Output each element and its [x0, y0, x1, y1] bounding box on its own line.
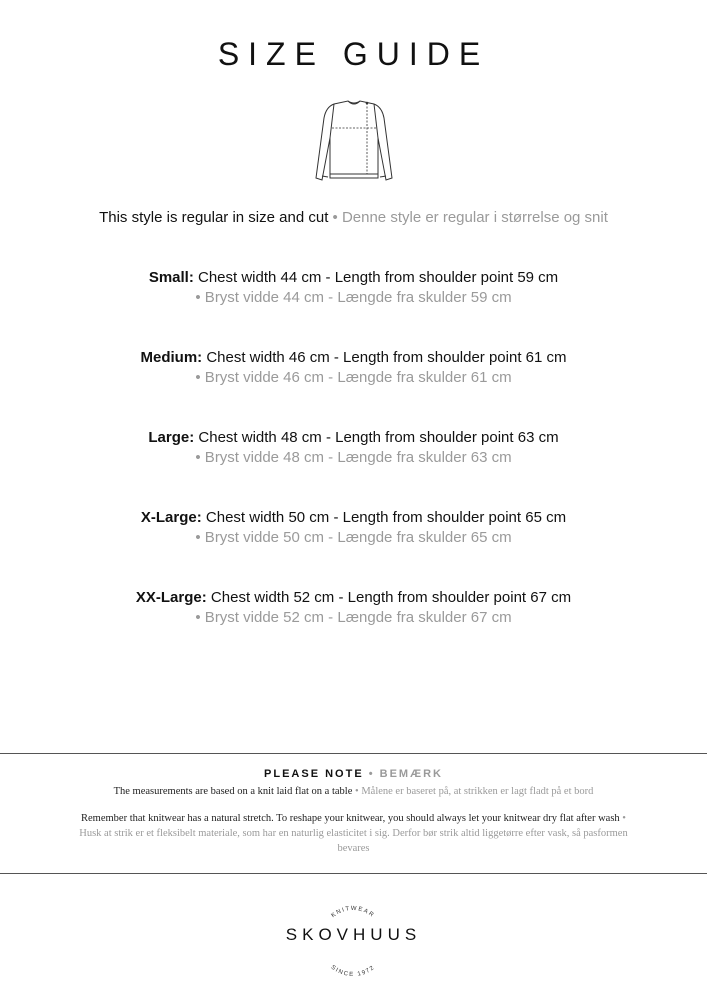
size-measurements-en: Chest width 44 cm - Length from shoulder point 59 cm [198, 269, 559, 286]
brand-name: SKOVHUUS [285, 925, 422, 944]
size-measurements-da: • Bryst vidde 46 cm - Længde fra skulder 61 cm [195, 369, 512, 386]
size-label: Medium: [140, 349, 203, 366]
size-measurements-en: Chest width 48 cm - Length from shoulder point 63 cm [198, 429, 559, 446]
svg-text:SINCE 1972 [330, 965, 377, 976]
divider-bottom [0, 873, 707, 874]
size-measurements-en: Chest width 46 cm - Length from shoulder point 61 cm [206, 349, 567, 366]
size-measurements-da: • Bryst vidde 48 cm - Længde fra skulder 63 cm [195, 449, 512, 466]
size-label: X-Large: [140, 509, 202, 526]
size-label: XX-Large: [135, 589, 207, 606]
size-xx-large [0, 588, 707, 628]
svg-text:KNITWEAR [331, 906, 376, 919]
note-p1-en: The measurements are based on a knit laid flat on a table [113, 786, 353, 797]
divider-top [0, 753, 707, 754]
note-p2-da: • Husk at strik er et fleksibelt materiale, som har en naturlig elasticitet i sig. Derfor bør strik altid liggetørre efter vask, så pasformen bevares [79, 813, 628, 854]
size-label: Large: [148, 429, 195, 446]
size-measurements-da: • Bryst vidde 44 cm - Længde fra skulder 59 cm [195, 289, 512, 306]
size-large [0, 428, 707, 468]
please-note-section [0, 768, 707, 856]
size-measurements-da: • Bryst vidde 50 cm - Længde fra skulder 65 cm [195, 529, 512, 546]
size-small [0, 268, 707, 308]
note-heading-en: PLEASE NOTE [264, 768, 364, 780]
size-measurements-da: • Bryst vidde 52 cm - Længde fra skulder 67 cm [195, 609, 512, 626]
size-measurements-en: Chest width 50 cm - Length from shoulder point 65 cm [205, 509, 567, 526]
size-measurements-en: Chest width 52 cm - Length from shoulder point 67 cm [210, 589, 572, 606]
size-x-large [0, 508, 707, 548]
page-title: SIZE GUIDE [217, 36, 490, 72]
fit-description-da: • Denne style er regular i størrelse og snit [332, 209, 608, 226]
sweater-diagram-icon [312, 98, 396, 184]
fit-description-en: This style is regular in size and cut [99, 209, 329, 226]
fit-description [0, 209, 707, 226]
size-medium [0, 348, 707, 388]
note-paragraph-1 [0, 784, 707, 799]
brand-tagline-top: KNITWEAR [330, 905, 376, 920]
note-heading [0, 768, 707, 780]
note-paragraph-2 [0, 811, 707, 856]
note-p2-en: Remember that knitwear has a natural stretch. To reshape your knitwear, you should always let your knitwear dry flat after wash [81, 813, 620, 824]
note-heading-da: • BEMÆRK [368, 768, 443, 780]
brand-tagline-bottom: SINCE 1972 [329, 964, 377, 976]
note-p1-da: • Målene er baseret på, at strikken er lagt fladt på et bord [355, 786, 594, 797]
size-label: Small: [148, 269, 194, 286]
